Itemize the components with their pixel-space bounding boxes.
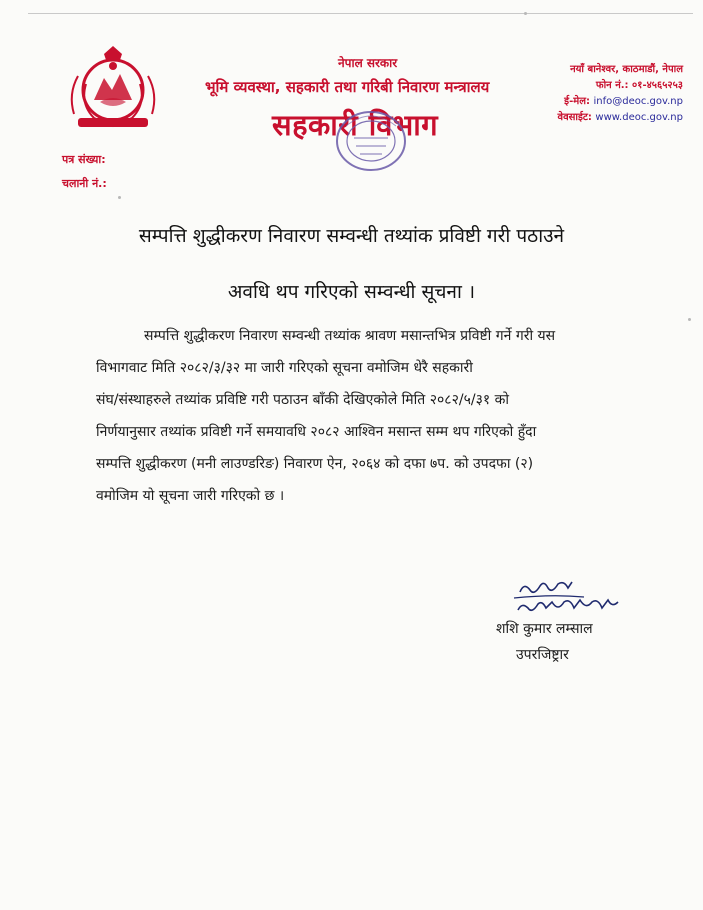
top-rule xyxy=(28,13,693,14)
body-line: निर्णयानुसार तथ्यांक प्रविष्टी गर्ने समयावधि २०८२ आश्विन मसान्त सम्म थप गरिएको हुँदा xyxy=(96,424,537,440)
government-name: नेपाल सरकार xyxy=(338,56,398,70)
signatory-name: शशि कुमार लम्साल xyxy=(496,621,593,637)
scan-speck xyxy=(118,196,121,199)
ministry-name: भूमि व्यवस्था, सहकारी तथा गरिबी निवारण मन्त्रालय xyxy=(205,78,490,96)
dispatch-number-label: चलानी नं.: xyxy=(62,177,107,190)
website-label: वेवसाईट: xyxy=(557,112,592,123)
website-row xyxy=(558,110,683,126)
department-name: सहकारी विभाग xyxy=(272,108,439,142)
body-line: वमोजिम यो सूचना जारी गरिएको छ । xyxy=(96,488,285,504)
address: नयाँ बानेश्वर, काठमाडौं, नेपाल xyxy=(570,64,683,75)
body-line: सम्पत्ति शुद्धीकरण (मनी लाउण्डरिङ) निवारण ऐन, २०६४ को दफा ७प. को उपदफा (२) xyxy=(96,456,534,472)
letter-number-label: पत्र संख्या: xyxy=(62,153,106,166)
official-stamp xyxy=(332,108,410,174)
scan-speck xyxy=(688,318,691,321)
body-line: सम्पत्ति शुद्धीकरण निवारण सम्वन्धी तथ्यांक श्रावण मसान्तभित्र प्रविष्टी गर्ने गरी यस xyxy=(144,328,556,344)
phone-number: ०१-४५६५२५३ xyxy=(632,80,683,91)
phone-row xyxy=(558,78,683,94)
website-link[interactable]: www.deoc.gov.np xyxy=(595,112,683,123)
notice-title-line-1: सम्पत्ति शुद्धीकरण निवारण सम्वन्धी तथ्यांक प्रविष्टी गरी पठाउने xyxy=(138,225,565,247)
email-row xyxy=(558,94,683,110)
nepal-emblem-logo xyxy=(64,44,162,136)
email-label: ई-मेल: xyxy=(564,96,590,107)
phone-label: फोन नं.: xyxy=(595,80,629,91)
signatory-designation: उपरजिष्ट्रार xyxy=(516,647,569,663)
notice-body xyxy=(96,320,646,512)
body-line: संघ/संस्थाहरुले तथ्यांक प्रविष्टि गरी पठाउन बाँकी देखिएकोले मिति २०८२/५/३१ को xyxy=(96,392,509,408)
handwritten-signature xyxy=(512,578,642,618)
scan-speck xyxy=(524,12,527,15)
notice-title-line-2: अवधि थप गरिएको सम्वन्धी सूचना । xyxy=(227,281,476,303)
body-line: विभागवाट मिति २०८२/३/३२ मा जारी गरिएको सूचना वमोजिम धेरै सहकारी xyxy=(96,360,473,376)
contact-block xyxy=(558,62,683,126)
email-link[interactable]: info@deoc.gov.np xyxy=(593,96,683,107)
